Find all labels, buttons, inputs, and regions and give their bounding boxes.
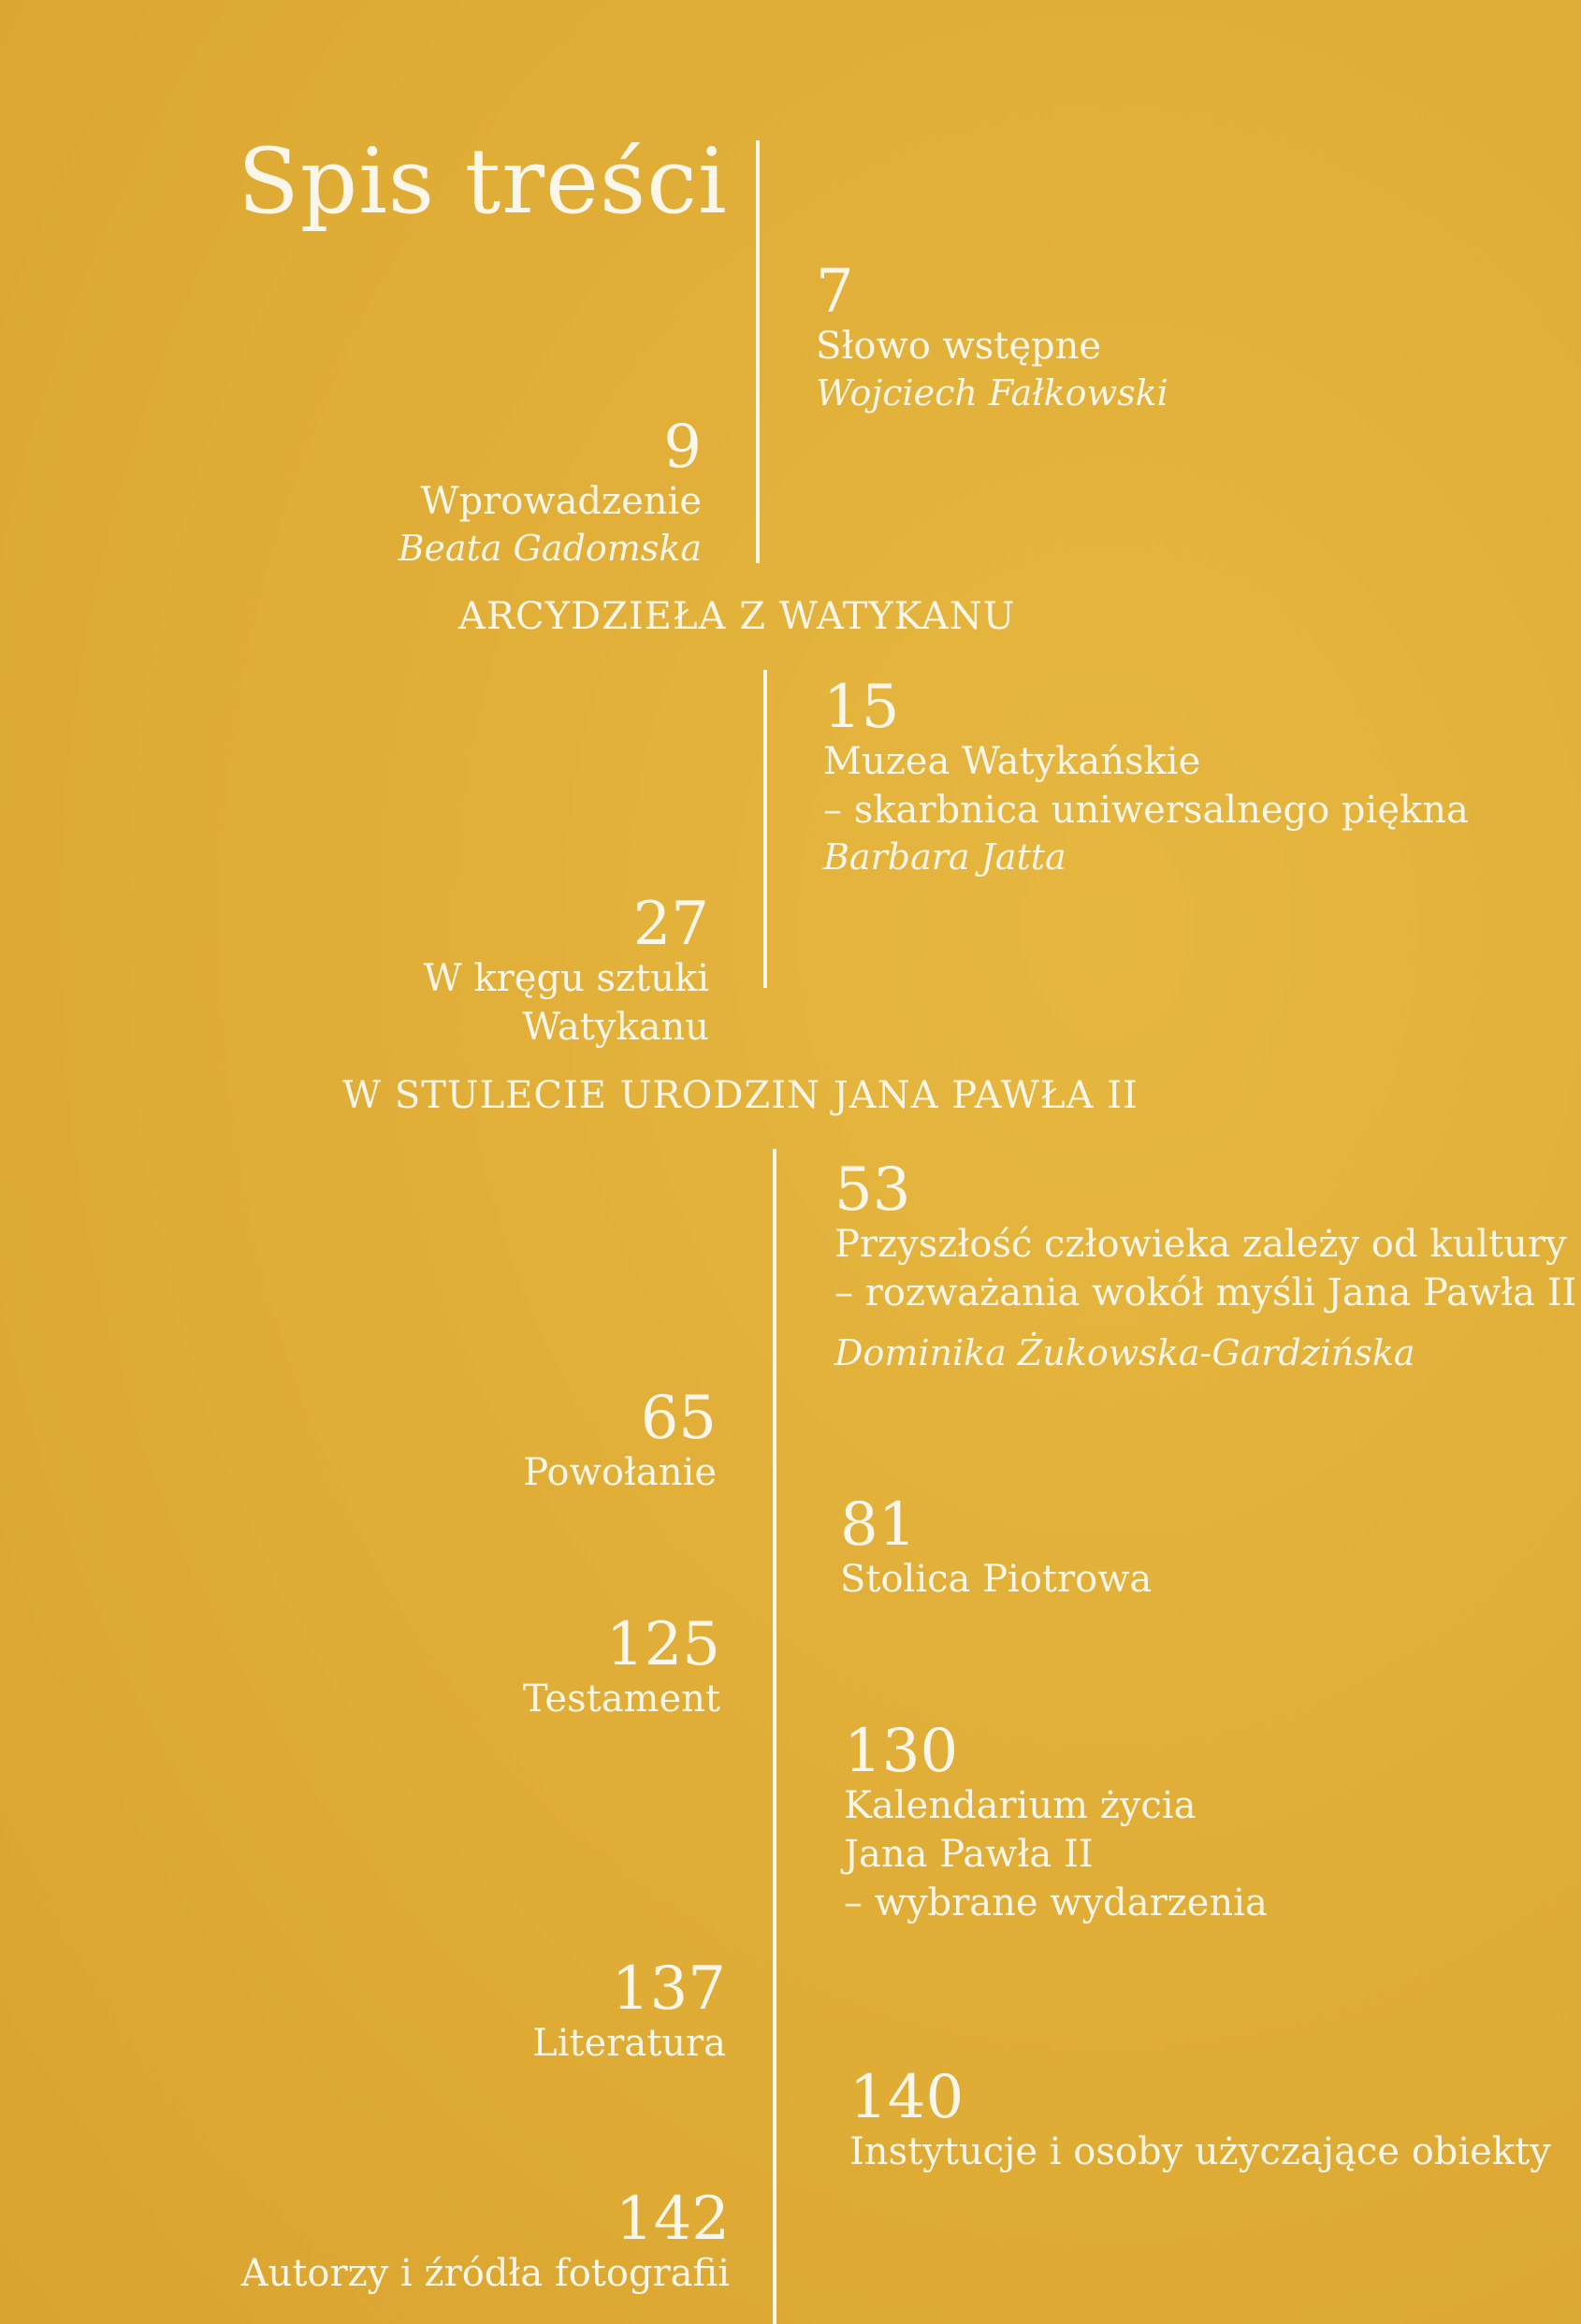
entry-page-number: 125	[605, 1610, 720, 1679]
toc-entry[interactable]	[834, 1155, 1577, 1376]
entry-author: Wojciech Fałkowski	[816, 372, 1168, 414]
entry-author: Dominika Żukowska-Gardzińska	[834, 1332, 1415, 1373]
entry-page-number: 65	[640, 1384, 717, 1453]
entry-title: Instytucje i osoby użyczające obiekty	[849, 2130, 1551, 2173]
section-heading: ARCYDZIEŁA Z WATYKANU	[458, 595, 1016, 638]
entry-title: Kalendarium życia	[844, 1784, 1197, 1827]
entry-title: – skarbnica uniwersalnego piękna	[823, 789, 1469, 832]
toc-entry[interactable]	[398, 413, 702, 572]
entry-title: Jana Pawła II	[844, 1833, 1094, 1876]
entry-title: Testament	[522, 1678, 720, 1721]
divider-line-1	[756, 140, 760, 563]
toc-entry[interactable]	[423, 890, 709, 1052]
divider-line-2	[763, 670, 767, 988]
entry-page-number: 53	[834, 1155, 911, 1225]
toc-entry[interactable]	[816, 257, 1168, 416]
entry-page-number: 130	[844, 1717, 959, 1786]
page-title: Spis treści	[238, 129, 728, 234]
entry-page-number: 140	[849, 2063, 965, 2132]
entry-page-number: 15	[823, 673, 900, 742]
toc-entry[interactable]	[840, 1490, 1153, 1604]
entry-title: Autorzy i źródła fotografii	[240, 2252, 730, 2295]
entry-title: – rozważania wokół myśli Jana Pawła II	[834, 1271, 1577, 1315]
toc-entry[interactable]	[844, 1717, 1268, 1927]
entry-title: – wybrane wydarzenia	[844, 1881, 1268, 1925]
entry-title: Słowo wstępne	[816, 325, 1102, 368]
entry-title: Przyszłość człowieka zależy od kultury	[834, 1223, 1567, 1266]
entry-page-number: 7	[816, 257, 854, 327]
entry-title: Literatura	[532, 2022, 726, 2065]
toc-entry[interactable]	[823, 673, 1469, 880]
entry-page-number: 81	[840, 1490, 917, 1560]
toc-entry[interactable]	[849, 2063, 1551, 2176]
entry-title: Stolica Piotrowa	[840, 1558, 1153, 1601]
toc-entry[interactable]	[523, 1384, 717, 1497]
entry-author: Beata Gadomska	[398, 528, 702, 569]
toc-entry[interactable]	[240, 2185, 730, 2298]
entry-page-number: 137	[611, 1954, 726, 2024]
section-heading: W STULECIE URODZIN JANA PAWŁA II	[342, 1074, 1139, 1117]
entry-page-number: 142	[615, 2185, 730, 2254]
divider-line-3	[773, 1149, 776, 2324]
entry-author: Barbara Jatta	[823, 836, 1066, 878]
toc-entry[interactable]	[522, 1610, 720, 1723]
entry-page-number: 9	[663, 413, 702, 482]
entry-title: Powołanie	[523, 1451, 717, 1494]
entry-page-number: 27	[632, 890, 709, 959]
entry-title: Watykanu	[522, 1006, 709, 1049]
entry-title: Muzea Watykańskie	[823, 740, 1201, 783]
toc-entry[interactable]	[532, 1954, 726, 2068]
entry-title: W kręgu sztuki	[423, 957, 709, 1000]
entry-title: Wprowadzenie	[420, 480, 702, 523]
